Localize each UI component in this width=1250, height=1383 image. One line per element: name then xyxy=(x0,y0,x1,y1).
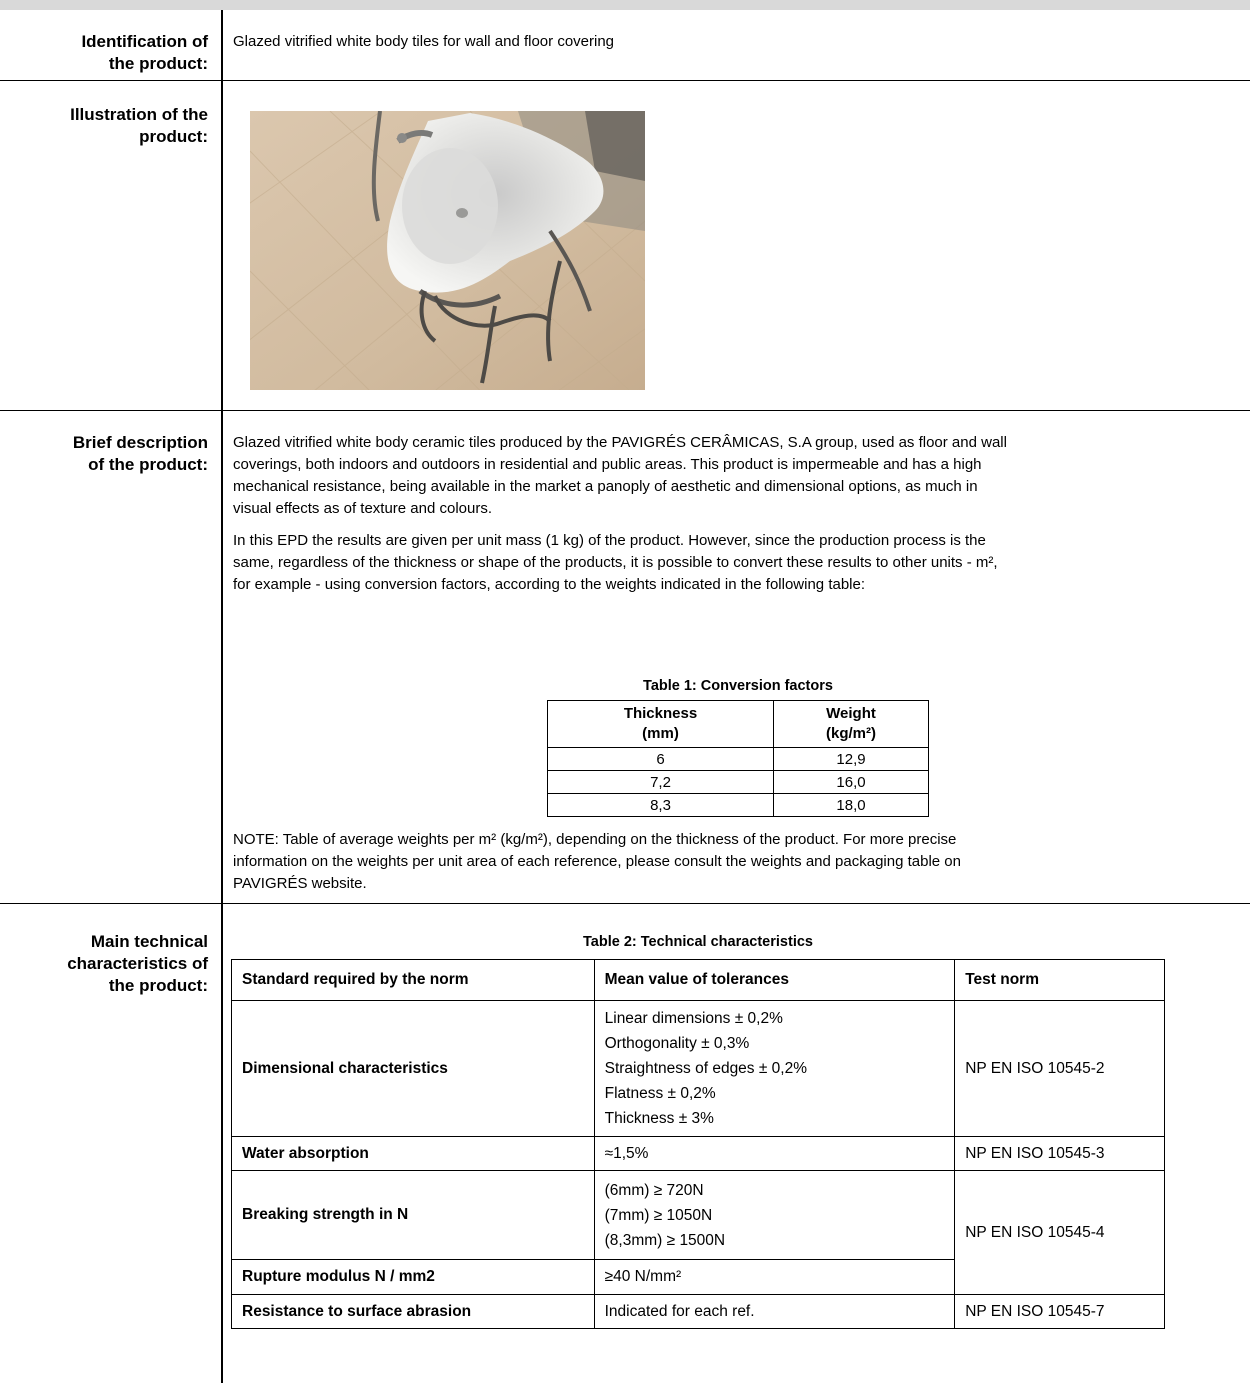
illustration-label-line: product: xyxy=(139,127,208,146)
section-divider xyxy=(0,410,1250,411)
table-cell xyxy=(594,1171,955,1260)
identification-label-line: Identification of xyxy=(81,32,208,51)
description-paragraph-1 xyxy=(233,432,1240,520)
table-cell: 7,2 xyxy=(548,771,774,794)
description-note xyxy=(233,829,1240,895)
text-line: In this EPD the results are given per unit mass (1 kg) of the product. However, since the production process is the xyxy=(233,532,986,549)
table-header-row xyxy=(232,960,1165,1001)
description-label xyxy=(0,432,208,476)
text-line: mechanical resistance, being available in the market a panoply of aesthetic and dimensional options, as much in xyxy=(233,478,978,495)
table2-caption: Table 2: Technical characteristics xyxy=(583,934,813,950)
table-cell: 8,3 xyxy=(548,794,774,817)
table-header xyxy=(548,701,774,748)
value-line: (7mm) ≥ 1050N xyxy=(604,1206,713,1224)
technical-label-line: characteristics of xyxy=(67,954,208,973)
value-line: (8,3mm) ≥ 1500N xyxy=(604,1231,726,1249)
table-cell: 6 xyxy=(548,748,774,771)
table-cell: Indicated for each ref. xyxy=(594,1295,955,1329)
value-line: Linear dimensions ± 0,2% xyxy=(604,1010,783,1027)
table-row xyxy=(548,748,929,771)
text-line: NOTE: Table of average weights per m² (kg/m²), depending on the thickness of the product. For more precise xyxy=(233,831,957,848)
top-bar xyxy=(0,0,1250,10)
table-cell: NP EN ISO 10545-3 xyxy=(955,1137,1165,1171)
description-paragraph-2 xyxy=(233,530,1240,596)
value-line: Flatness ± 0,2% xyxy=(604,1085,716,1102)
table-cell: ≥40 N/mm² xyxy=(594,1260,955,1295)
value-line: Thickness ± 3% xyxy=(604,1110,714,1127)
illustration-label xyxy=(0,104,208,148)
table-cell: ≈1,5% xyxy=(594,1137,955,1171)
table-cell: NP EN ISO 10545-7 xyxy=(955,1295,1165,1329)
column-divider xyxy=(221,10,223,1383)
table-cell: Water absorption xyxy=(232,1137,595,1171)
value-line: (6mm) ≥ 720N xyxy=(604,1181,704,1199)
section-divider xyxy=(0,903,1250,904)
table-cell: 18,0 xyxy=(774,794,929,817)
technical-label-line: Main technical xyxy=(90,932,208,951)
table-cell: NP EN ISO 10545-2 xyxy=(955,1001,1165,1137)
header-line: (mm) xyxy=(642,725,679,742)
text-line: visual effects as of texture and colours. xyxy=(233,500,493,517)
table-cell xyxy=(594,1001,955,1137)
table-header: Standard required by the norm xyxy=(232,960,595,1001)
table-row xyxy=(548,794,929,817)
table-row xyxy=(548,771,929,794)
header-line: Thickness xyxy=(623,705,698,722)
table-cell: Rupture modulus N / mm2 xyxy=(232,1260,595,1295)
identification-label xyxy=(0,31,208,75)
illustration-label-line: Illustration of the xyxy=(70,105,208,124)
description-label-line: Brief description xyxy=(72,433,208,452)
table-cell: 16,0 xyxy=(774,771,929,794)
identification-label-line: the product: xyxy=(108,54,208,73)
table-header: Mean value of tolerances xyxy=(594,960,955,1001)
table1-caption: Table 1: Conversion factors xyxy=(643,678,833,694)
section-divider xyxy=(0,80,1250,81)
header-line: (kg/m²) xyxy=(826,725,876,742)
value-line: Straightness of edges ± 0,2% xyxy=(604,1060,808,1077)
table-header-row xyxy=(548,701,929,748)
table-row xyxy=(232,1295,1165,1329)
text-line: same, regardless of the thickness or shape of the products, it is possible to convert these results to other units - m², xyxy=(233,554,998,571)
table-cell: Resistance to surface abrasion xyxy=(232,1295,595,1329)
text-line: coverings, both indoors and outdoors in residential and public areas. This product is impermeable and has a high xyxy=(233,456,982,473)
conversion-factors-table xyxy=(547,700,929,817)
table-row xyxy=(232,1137,1165,1171)
table-row xyxy=(232,1001,1165,1137)
description-label-line: of the product: xyxy=(88,455,208,474)
identification-text: Glazed vitrified white body tiles for wall and floor covering xyxy=(233,33,615,50)
table-header: Test norm xyxy=(955,960,1165,1001)
table-row xyxy=(232,1171,1165,1260)
value-line: Orthogonality ± 0,3% xyxy=(604,1035,750,1052)
technical-label-line: the product: xyxy=(108,976,208,995)
header-line: Weight xyxy=(826,705,876,722)
product-photo xyxy=(250,111,645,390)
technical-characteristics-table xyxy=(231,959,1165,1329)
table-header xyxy=(774,701,929,748)
technical-label xyxy=(0,931,208,997)
table-cell: 12,9 xyxy=(774,748,929,771)
text-line: Glazed vitrified white body ceramic tiles produced by the PAVIGRÉS CERÂMICAS, S.A group, used as floor and wall xyxy=(233,434,1007,451)
text-line: information on the weights per unit area of each reference, please consult the weights and packaging table on xyxy=(233,853,961,870)
text-line: for example - using conversion factors, according to the weights indicated in the following table: xyxy=(233,576,866,593)
table-cell: Dimensional characteristics xyxy=(232,1001,595,1137)
text-line: PAVIGRÉS website. xyxy=(233,875,367,892)
table-cell: NP EN ISO 10545-4 xyxy=(955,1171,1165,1295)
table-cell: Breaking strength in N xyxy=(232,1171,595,1260)
